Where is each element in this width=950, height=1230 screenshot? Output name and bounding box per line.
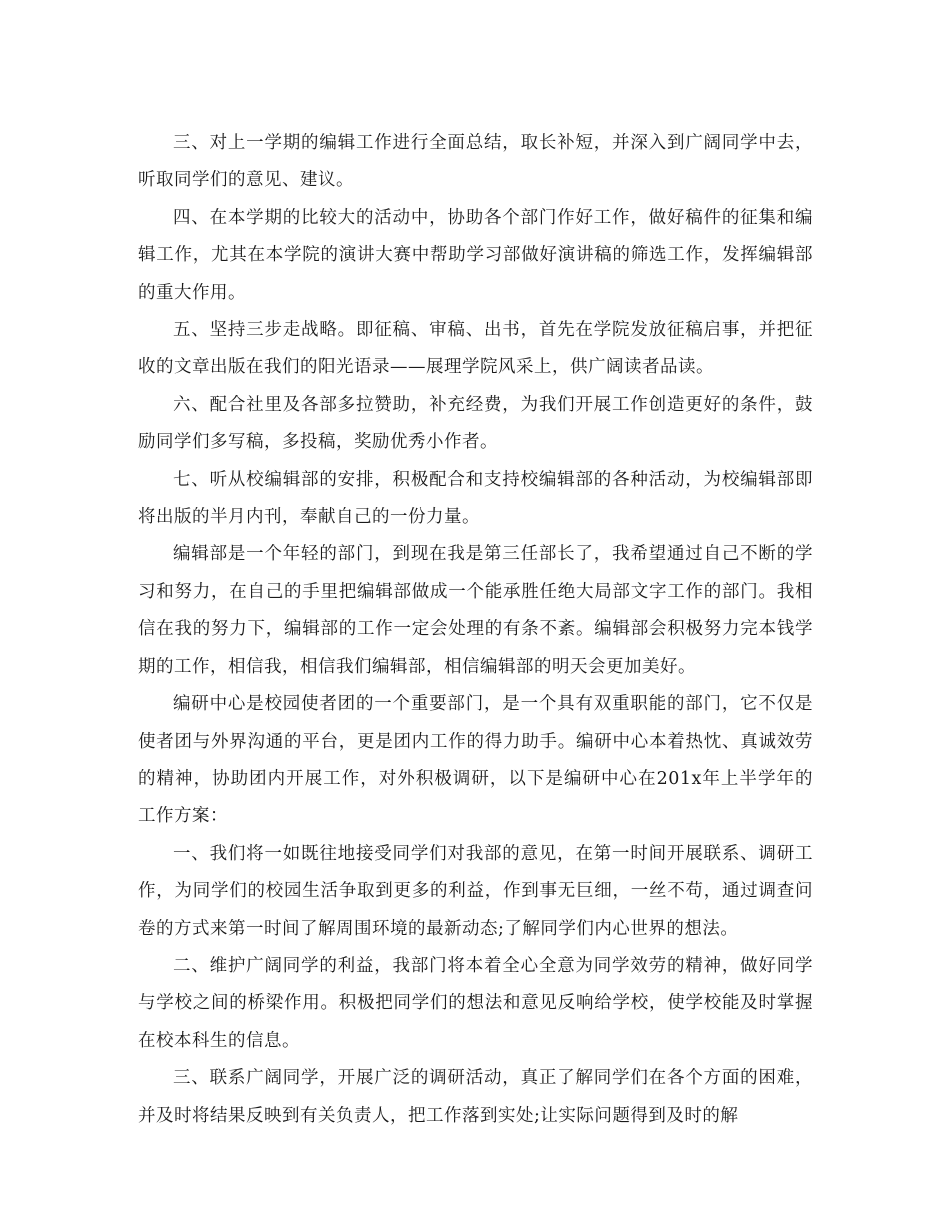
paragraph-7: 编研中心是校园使者团的一个重要部门，是一个具有双重职能的部门，它不仅是使者团与外界沟通的平台，更是团内工作的得力助手。编研中心本着热忱、真诚效劳的精神，协助团内开展工作，对外积极调研，以下是编研中心在201x年上半学年的工作方案： xyxy=(138,694,813,827)
paragraph-4: 六、配合社里及各部多拉赞助，补充经费，为我们开展工作创造更好的条件，鼓励同学们多写稿，多投稿，奖励优秀小作者。 xyxy=(138,394,813,453)
paragraph-8: 一、我们将一如既往地接受同学们对我部的意见，在第一时间开展联系、调研工作，为同学们的校园生活争取到更多的利益，作到事无巨细，一丝不苟，通过调查问卷的方式来第一时间了解周围环境的最新动态;了解同学们内心世界的想法。 xyxy=(138,843,813,939)
paragraph-3: 五、坚持三步走战略。即征稿、审稿、出书，首先在学院发放征稿启事，并把征收的文章出版在我们的阳光语录——展理学院风采上，供广阔读者品读。 xyxy=(138,320,813,378)
paragraph-5: 七、听从校编辑部的安排，积极配合和支持校编辑部的各种活动，为校编辑部即将出版的半月内刊，奉献自己的一份力量。 xyxy=(138,469,813,528)
document-page xyxy=(138,125,813,1135)
paragraph-2: 四、在本学期的比较大的活动中，协助各个部门作好工作，做好稿件的征集和编辑工作，尤其在本学院的演讲大赛中帮助学习部做好演讲稿的筛选工作，发挥编辑部的重大作用。 xyxy=(138,207,813,303)
paragraph-9: 二、维护广阔同学的利益，我部门将本着全心全意为同学效劳的精神，做好同学与学校之间的桥梁作用。积极把同学们的想法和意见反响给学校，使学校能及时掌握在校本科生的信息。 xyxy=(138,955,813,1051)
paragraph-6: 编辑部是一个年轻的部门，到现在我是第三任部长了，我希望通过自己不断的学习和努力，在自己的手里把编辑部做成一个能承胜任绝大局部文字工作的部门。我相信在我的努力下，编辑部的工作一定会处理的有条不紊。编辑部会积极努力完本钱学期的工作，相信我，相信我们编辑部，相信编辑部的明天会更加美好。 xyxy=(138,544,813,677)
paragraph-10: 三、联系广阔同学，开展广泛的调研活动，真正了解同学们在各个方面的困难，并及时将结果反映到有关负责人，把工作落到实处;让实际问题得到及时的解 xyxy=(138,1068,813,1126)
paragraph-1: 三、对上一学期的编辑工作进行全面总结，取长补短，并深入到广阔同学中去，听取同学们的意见、建议。 xyxy=(138,133,813,191)
